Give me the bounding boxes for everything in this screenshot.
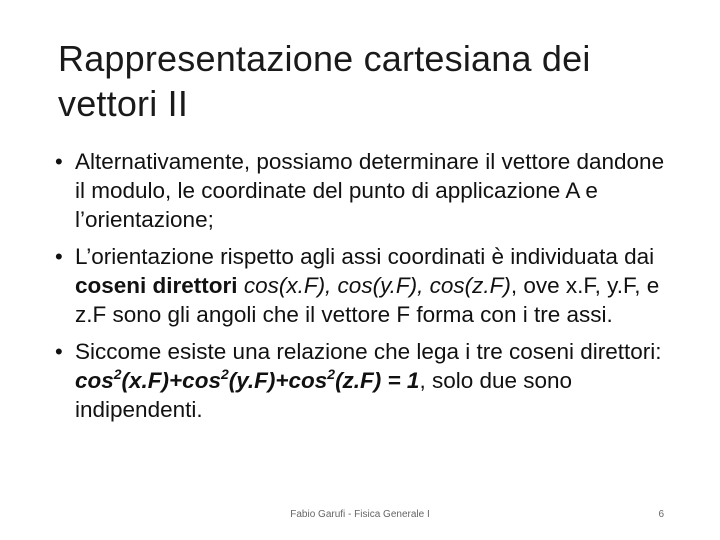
bullet-3-text-end: , solo due sono indipendenti. [75,368,573,422]
equation-exponent-3: 2 [327,365,336,382]
bullet-item-2 [55,242,665,329]
bullet-3-equation [75,365,420,393]
equation-part-b: (x.F)+cos [121,368,221,393]
bullet-2-text-start: L’orientazione rispetto agli assi coordinati è individuata dai [75,244,655,269]
slide-title [58,36,678,126]
equation-part-d: (z.F) = 1 [335,368,420,393]
bullet-item-3 [55,337,665,424]
slide-title-line-2: vettori II [58,83,189,124]
slide-title-line-1: Rappresentazione cartesiana dei [58,38,591,79]
bullet-1-text: Alternativamente, possiamo determinare il vettore dandone il modulo, le coordinate del punto di applicazione A e l’orientazione; [75,149,665,232]
bullet-dot-icon: • [55,339,63,364]
bullet-list [55,147,665,432]
equation-part-c: (y.F)+cos [228,368,328,393]
bullet-dot-icon: • [55,149,63,174]
bullet-3-text-start: Siccome esiste una relazione che lega i tre coseni direttori: [75,339,662,364]
equation-exponent-1: 2 [113,365,122,382]
bullet-2-italic-cosines: cos(x.F), cos(y.F), cos(z.F) [243,273,511,298]
equation-exponent-2: 2 [220,365,229,382]
bullet-dot-icon: • [55,244,63,269]
bullet-item-1 [55,147,665,234]
bullet-2-text-end: , ove x.F, y.F, e z.F sono gli angoli che il vettore F forma con i tre assi. [75,273,660,327]
equation-part-a: cos [75,368,114,393]
slide-footer: Fabio Garufi - Fisica Generale I [290,509,430,520]
slide-page-number: 6 [658,509,664,520]
bullet-2-bold-term: coseni direttori [75,273,238,298]
